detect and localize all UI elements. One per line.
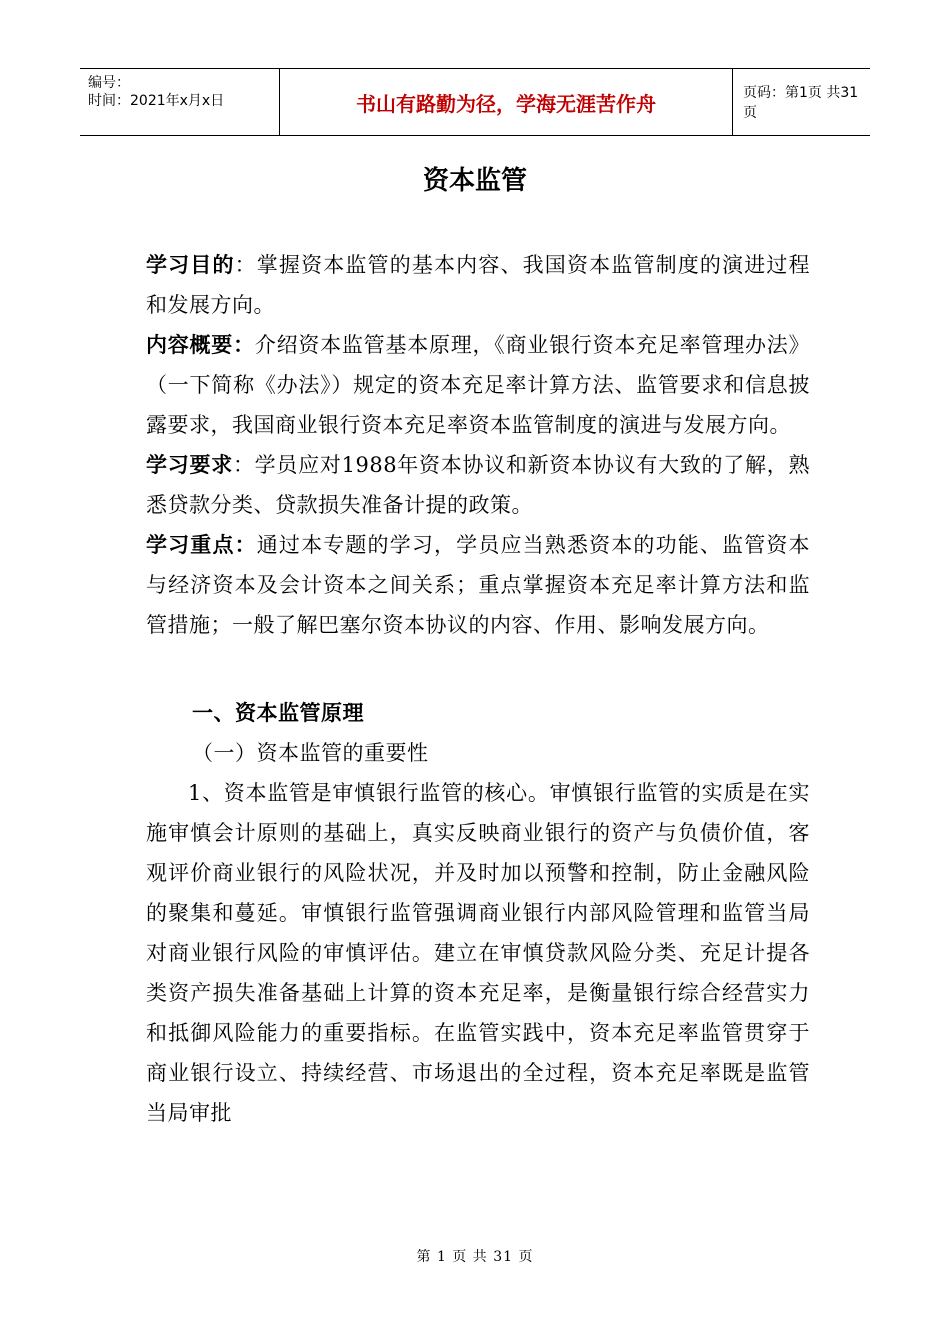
document-body [146, 245, 810, 1133]
learning-objective-label: 学习目的 [146, 253, 235, 277]
header-page-cell [733, 69, 870, 135]
header-meta-cell [80, 69, 280, 135]
learning-requirement [146, 445, 810, 525]
content-summary [146, 325, 810, 445]
content-summary-text: 介绍资本监管基本原理，《商业银行资本充足率管理办法》（一下简称《办法》）规定的资本充足率计算方法、监管要求和信息披露要求，我国商业银行资本充足率资本监管制度的演进与发展方向。 [146, 333, 811, 437]
learning-focus-text: 通过本专题的学习，学员应当熟悉资本的功能、监管资本与经济资本及会计资本之间关系；重点掌握资本充足率计算方法和监管措施；一般了解巴塞尔资本协议的内容、作用、影响发展方向。 [146, 533, 811, 637]
header-table [80, 68, 870, 136]
learning-requirement-label: 学习要求 [146, 453, 233, 477]
document-title: 资本监管 [422, 166, 527, 196]
document-time-label: 时间：2021年x月x日 [88, 93, 225, 109]
learning-focus [146, 525, 810, 645]
section-heading: 一、资本监管原理 [192, 701, 364, 725]
header-motto: 书山有路勤为径，学海无涯苦作舟 [356, 91, 656, 116]
learning-focus-label: 学习重点： [146, 533, 257, 557]
document-number-label: 编号： [88, 75, 130, 91]
header-motto-cell [280, 69, 733, 135]
learning-requirement-text: ：学员应对1988年资本协议和新资本协议有大致的了解，熟悉贷款分类、贷款损失准备计提的政策。 [146, 453, 810, 517]
learning-objective [146, 245, 810, 325]
subsection-heading: （一）资本监管的重要性 [192, 741, 429, 765]
page-footer: 第 1 页 共 31 页 [416, 1249, 534, 1265]
content-summary-label: 内容概要： [146, 333, 255, 357]
header-page-number: 页码：第1页 共31页 [743, 85, 859, 121]
learning-objective-text: ：掌握资本监管的基本内容、我国资本监管制度的演进过程和发展方向。 [146, 253, 811, 317]
body-paragraph: 1、资本监管是审慎银行监管的核心。审慎银行监管的实质是在实施审慎会计原则的基础上，真实反映商业银行的资产与负债价值，客观评价商业银行的风险状况，并及时加以预警和控制，防止金融风险的聚集和蔓延。审慎银行监管强调商业银行内部风险管理和监管当局对商业银行风险的审慎评估。建立在审慎贷款风险分类、充足计提各类资产损失准备基础上计算的资本充足率，是衡量银行综合经营实力和抵御风险能力的重要指标。在监管实践中，资本充足率监管贯穿于商业银行设立、持续经营、市场退出的全过程，资本充足率既是监管当局审批 [146, 781, 810, 1125]
